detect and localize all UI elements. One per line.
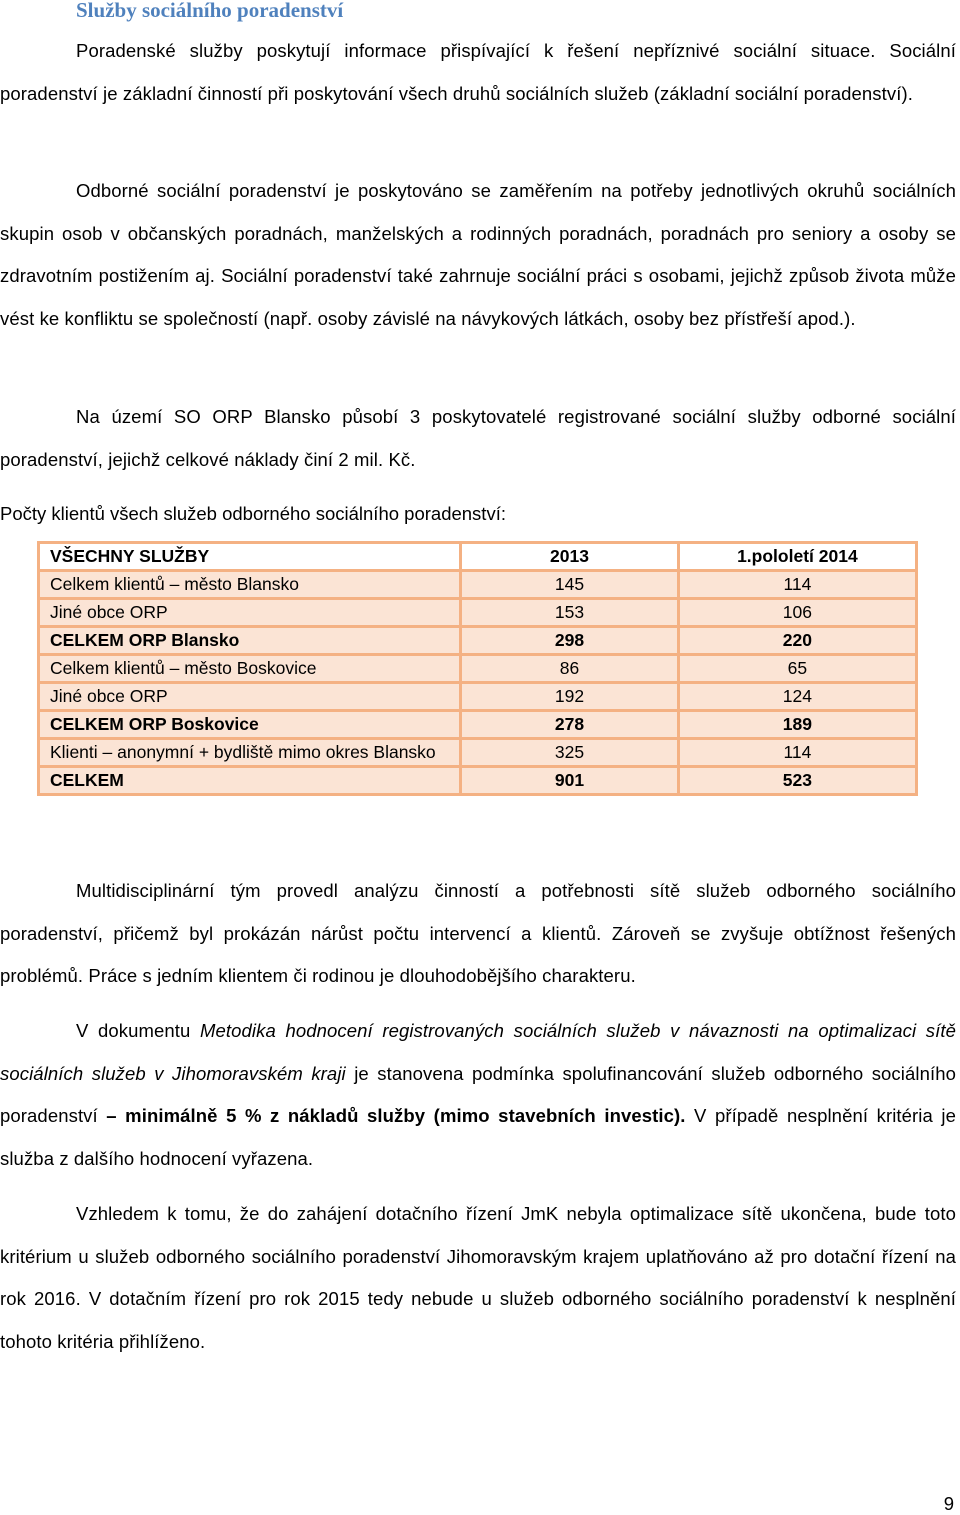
paragraph-blansko: Na území SO ORP Blansko působí 3 poskytovatelé registrované sociální služby odborné sociální poradenství, jejichž celkové náklady činí 2 mil. Kč. (0, 406, 956, 470)
paragraph-odborne: Odborné sociální poradenství je poskytováno se zaměřením na potřeby jednotlivých okruhů sociálních skupin osob v občanských poradnách, manželských a rodinných poradnách, poradnách pro seniory a osoby se zdravotním postižením aj. Sociální poradenství také zahrnuje sociální práci s osobami, jejichž způsob života může vést ke konfliktu se společností (např. osoby závislé na návykových látkách, osoby bez přístřeší apod.). (0, 180, 956, 329)
methodology-text-start: V dokumentu (76, 1020, 201, 1041)
paragraph-criterion: Vzhledem k tomu, že do zahájení dotačního řízení JmK nebyla optimalizace sítě ukončena, bude toto kritérium u služeb odborného sociálního poradenství Jihomoravským krajem uplatňováno až pro dotační řízení na rok 2016. V dotačním řízení pro rok 2015 tedy nebude u služeb odborného sociálního poradenství k nesplnění tohoto kritéria přihlíženo. (0, 1203, 956, 1352)
header-cell-2013: 2013 (461, 543, 679, 571)
clients-table (37, 541, 918, 796)
row-value-2013: 298 (461, 627, 679, 655)
row-label: CELKEM ORP Blansko (39, 627, 461, 655)
table-header-row (39, 543, 917, 571)
row-label: Celkem klientů – město Blansko (39, 571, 461, 599)
row-value-2013: 145 (461, 571, 679, 599)
row-value-2014: 124 (678, 683, 916, 711)
table-row (39, 599, 917, 627)
methodology-condition: – minimálně 5 % z nákladů služby (mimo stavebních investic). (106, 1105, 686, 1126)
header-cell-2014: 1.pololetí 2014 (678, 543, 916, 571)
row-value-2014: 220 (678, 627, 916, 655)
table-row-total (39, 767, 917, 795)
row-value-2014: 114 (678, 739, 916, 767)
page-number: 9 (943, 1493, 954, 1514)
row-value-2014: 114 (678, 571, 916, 599)
row-value-2014: 189 (678, 711, 916, 739)
row-value-2013: 325 (461, 739, 679, 767)
row-label: Jiné obce ORP (39, 683, 461, 711)
row-value-2013: 901 (461, 767, 679, 795)
section-heading: Služby sociálního poradenství (76, 0, 344, 22)
row-label: Celkem klientů – město Boskovice (39, 655, 461, 683)
methodology-text-end: V případě nesplnění kritéria je služba z dalšího hodnocení vyřazena. (0, 1105, 957, 1169)
methodology-text-middle: je stanovena podmínka spolufinancování služeb odborného sociálního poradenství (0, 1062, 956, 1126)
row-value-2013: 278 (461, 711, 679, 739)
table-row (39, 739, 917, 767)
row-value-2014: 65 (678, 655, 916, 683)
row-label: Klienti – anonymní + bydliště mimo okres Blansko (39, 739, 461, 767)
row-label: CELKEM (39, 767, 461, 795)
header-cell-category: VŠECHNY SLUŽBY (39, 543, 461, 571)
row-value-2013: 153 (461, 599, 679, 627)
row-label: Jiné obce ORP (39, 599, 461, 627)
table-row (39, 683, 917, 711)
table-caption: Počty klientů všech služeb odborného sociálního poradenství: (0, 503, 506, 524)
methodology-document-title: Metodika hodnocení registrovaných sociálních služeb v návaznosti na optimalizaci sítě sociálních služeb v Jihomoravském kraji (0, 1020, 956, 1084)
row-value-2013: 192 (461, 683, 679, 711)
paragraph-analysis: Multidisciplinární tým provedl analýzu činností a potřebnosti sítě služeb odborného sociálního poradenství, přičemž byl prokázán nárůst počtu intervencí a klientů. Zároveň se zvyšuje obtížnost řešených problémů. Práce s jedním klientem či rodinou je dlouhodobějšího charakteru. (0, 880, 956, 986)
table-row-subtotal (39, 627, 917, 655)
row-label: CELKEM ORP Boskovice (39, 711, 461, 739)
row-value-2013: 86 (461, 655, 679, 683)
row-value-2014: 523 (678, 767, 916, 795)
table-row (39, 655, 917, 683)
row-value-2014: 106 (678, 599, 916, 627)
table-row (39, 571, 917, 599)
table-row-subtotal (39, 711, 917, 739)
paragraph-intro: Poradenské služby poskytují informace přispívající k řešení nepříznivé sociální situace. Sociální poradenství je základní činností při poskytování všech druhů sociálních služeb (základní sociální poradenství). (0, 40, 956, 104)
paragraph-methodology (0, 1010, 956, 1180)
